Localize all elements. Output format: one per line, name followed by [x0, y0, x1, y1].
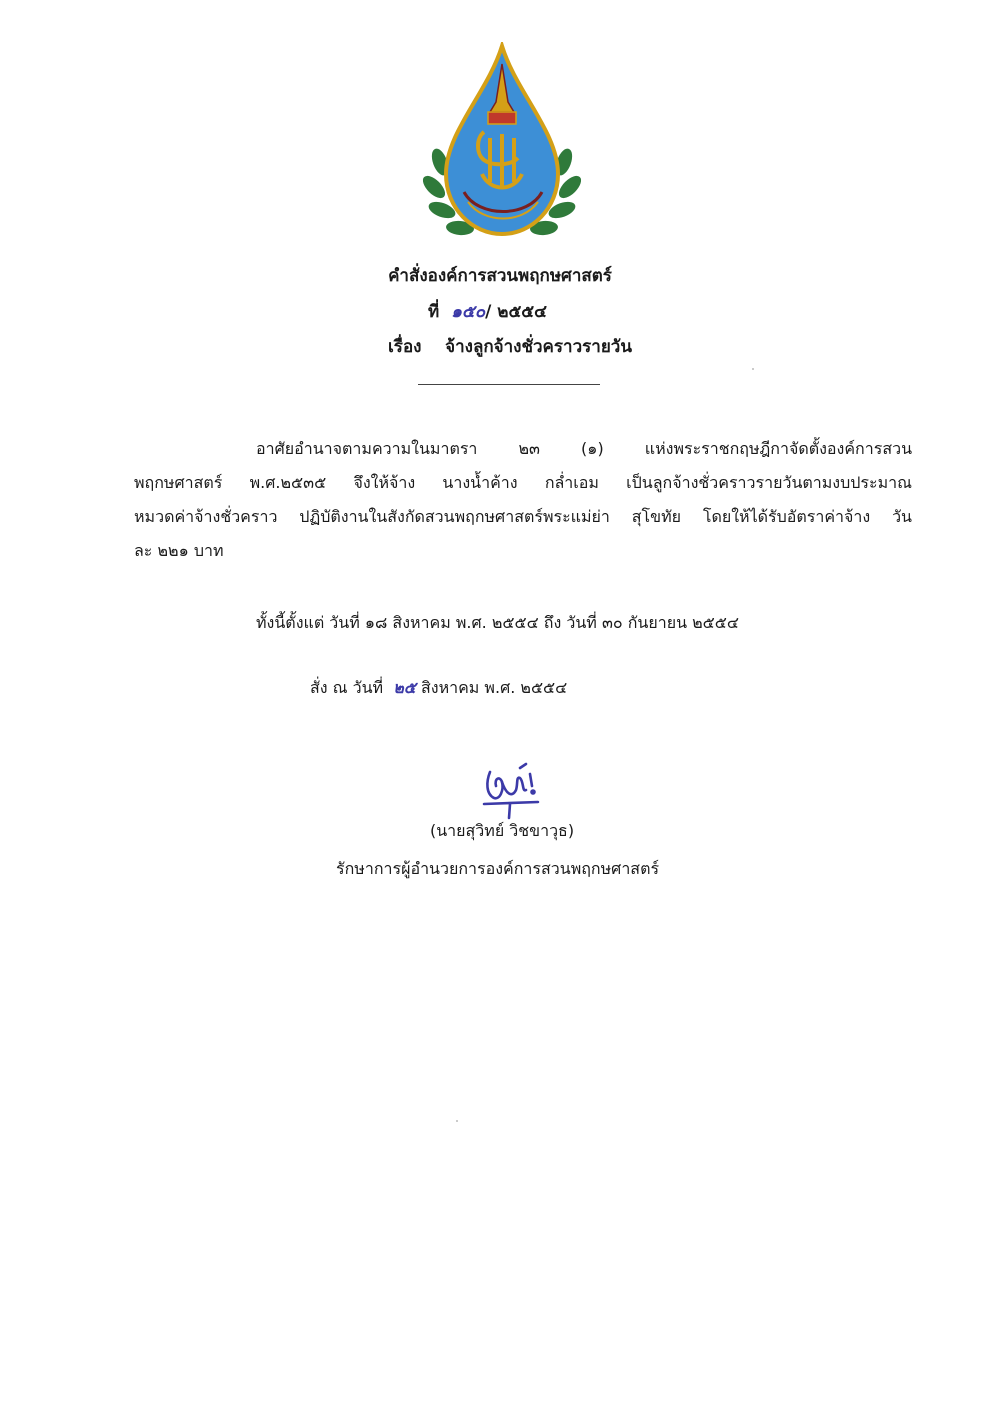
- order-paragraph: [134, 432, 912, 568]
- scan-speck: [752, 368, 754, 370]
- order-number-prefix: ที่: [428, 302, 440, 322]
- signer-position: รักษาการผู้อำนวยการองค์การสวนพฤกษศาสตร์: [336, 859, 660, 878]
- order-subject-line: [388, 333, 632, 360]
- header-divider: [418, 384, 600, 385]
- paragraph-line: หมวดค่าจ้างชั่วคราว ปฏิบัติงานในสังกัดสวนพฤกษศาสตร์พระแม่ย่า สุโขทัย โดยให้ได้รับอัตราค่าจ้าง วัน: [134, 507, 912, 526]
- scan-speck: [456, 1120, 458, 1122]
- order-date-line: [310, 676, 567, 701]
- order-date-prefix: สั่ง ณ วันที่: [310, 678, 384, 697]
- order-number-line: [428, 298, 547, 325]
- order-number-handwritten: ๑๕๐: [451, 302, 486, 322]
- paragraph-line: อาศัยอำนาจตามความในมาตรา ๒๓ (๑) แห่งพระราชกฤษฎีกาจัดตั้งองค์การสวน: [256, 439, 912, 458]
- subject-label: เรื่อง: [388, 337, 422, 357]
- organization-logo-emblem: [418, 42, 586, 242]
- subject-text: จ้างลูกจ้างชั่วคราวรายวัน: [445, 337, 632, 357]
- order-day-handwritten: ๒๕: [393, 678, 416, 697]
- order-date-suffix: สิงหาคม พ.ศ. ๒๕๕๔: [420, 678, 568, 697]
- employment-period: ทั้งนี้ตั้งแต่ วันที่ ๑๘ สิงหาคม พ.ศ. ๒๕๕๔ ถึง วันที่ ๓๐ กันยายน ๒๕๕๔: [256, 613, 739, 632]
- signer-name: (นายสุวิทย์ วิชขาวุธ): [430, 821, 575, 840]
- paragraph-line: ละ ๒๒๑ บาท: [134, 541, 224, 560]
- order-number-suffix: / ๒๕๕๔: [485, 302, 548, 322]
- handwritten-signature: [478, 760, 542, 820]
- order-title: คำสั่งองค์การสวนพฤกษศาสตร์: [388, 266, 612, 286]
- paragraph-line: พฤกษศาสตร์ พ.ศ.๒๕๓๕ จึงให้จ้าง นางน้ำค้าง กล่ำเอม เป็นลูกจ้างชั่วคราวรายวันตามงบประมาณ: [134, 473, 912, 492]
